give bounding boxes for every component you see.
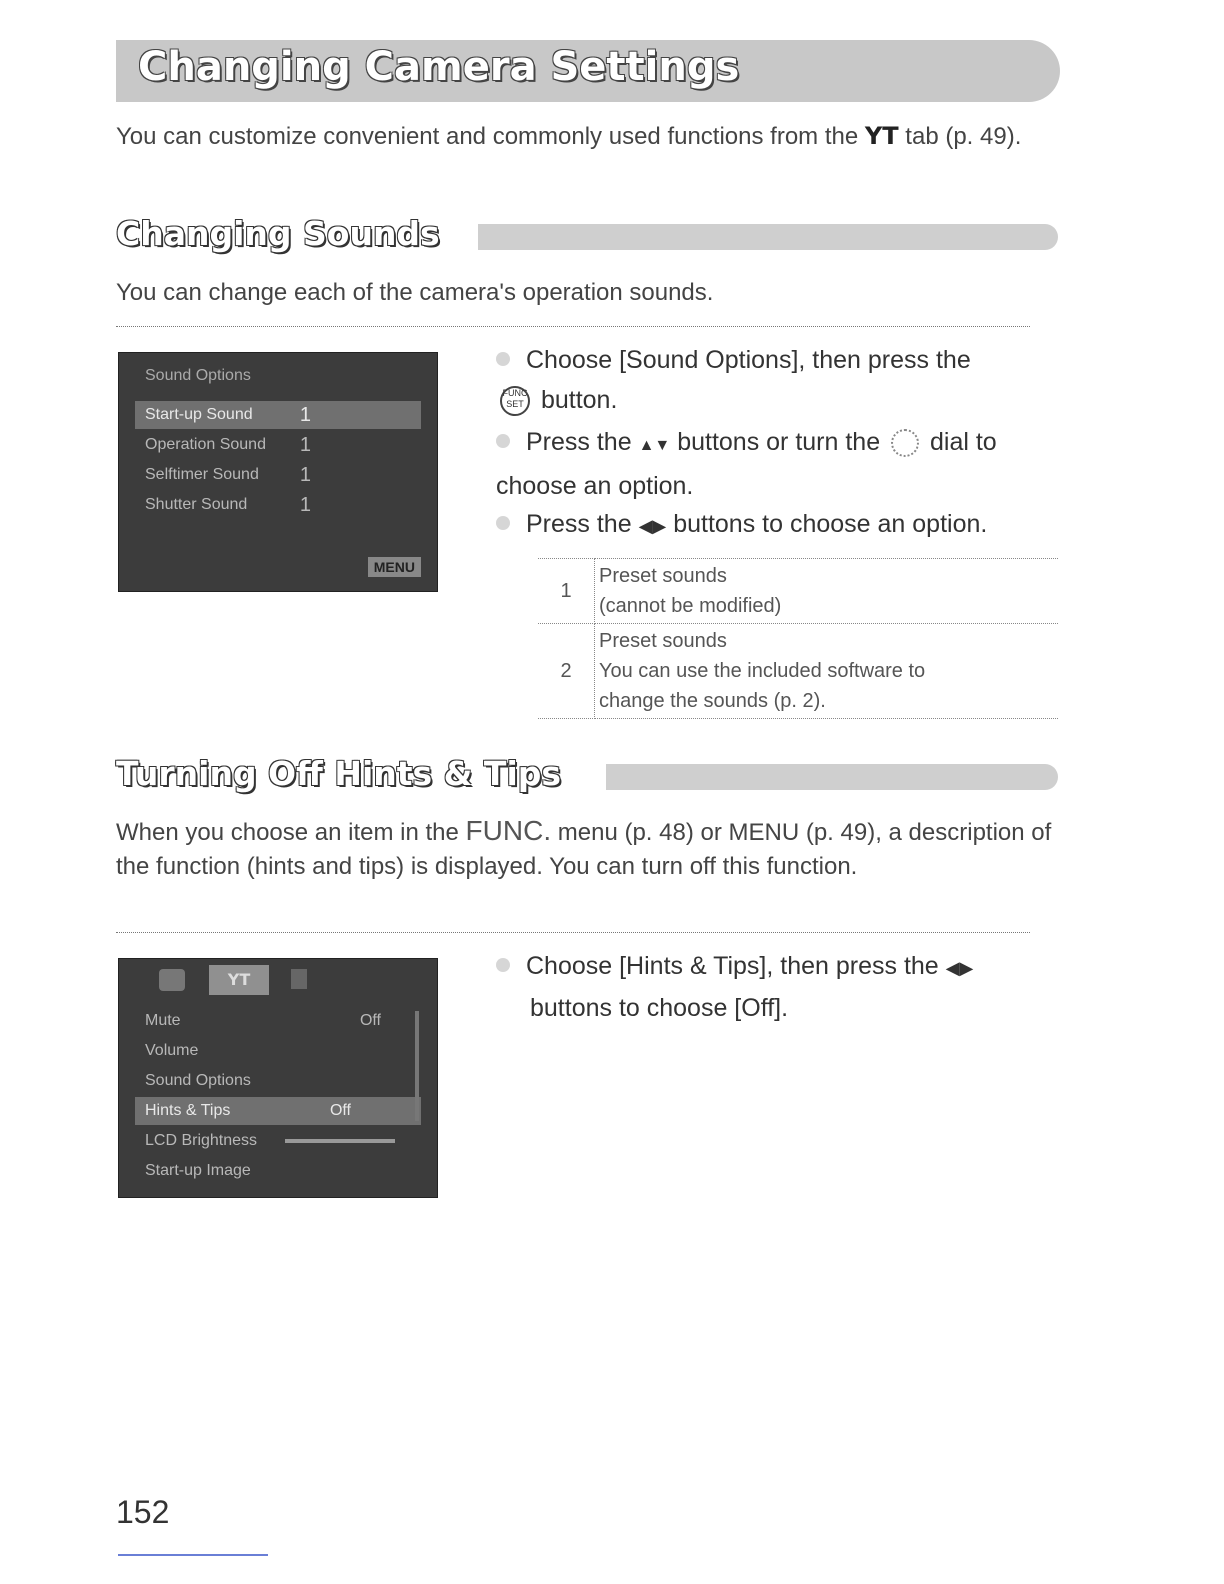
bullet-icon — [496, 352, 510, 366]
page-rule — [118, 1554, 268, 1556]
screen-menu-row: Mute Off — [145, 1012, 381, 1029]
screen-menu-row: Start-up Image — [145, 1162, 251, 1179]
sounds-step-2: Press the ▲▼ buttons or turn the dial to choose an option. — [496, 428, 997, 500]
sound-options-table — [538, 558, 1058, 719]
section-heading-hints: Turning Off Hints & Tips — [116, 754, 562, 793]
page-number: 152 — [116, 1494, 170, 1530]
hints-step: Choose [Hints & Tips], then press the ◀▶ buttons to choose [Off]. — [496, 946, 1066, 1028]
screen-menu-row: Shutter Sound 1 — [145, 494, 311, 516]
divider — [116, 932, 1030, 933]
screen-menu-row: Selftimer Sound 1 — [145, 464, 311, 486]
wrench-tab-icon: YT — [864, 122, 899, 150]
control-dial-icon — [891, 429, 919, 457]
screen-title: Sound Options — [145, 367, 251, 384]
bullet-icon — [496, 516, 510, 530]
func-label: FUNC. — [465, 815, 552, 846]
table-row — [538, 624, 1058, 719]
page-title: Changing Camera Settings — [138, 44, 740, 90]
option-number: 2 — [538, 624, 595, 719]
section-heading-sounds: Changing Sounds — [116, 214, 440, 253]
sounds-description: You can change each of the camera's operation sounds. — [116, 279, 714, 306]
section-bar-hints — [606, 764, 1058, 790]
intro-text-before: You can customize convenient and commonly used functions from the — [116, 123, 859, 150]
option-description: Preset sounds You can use the included software to change the sounds (p. 2). — [595, 624, 1059, 719]
divider — [116, 326, 1030, 327]
intro-paragraph — [116, 120, 1076, 153]
option-number: 1 — [538, 559, 595, 624]
screen-scrollbar — [415, 1011, 419, 1121]
left-right-arrows-icon: ◀▶ — [638, 516, 667, 536]
screen-menu-row: LCD Brightness — [135, 1127, 421, 1155]
up-down-arrows-icon: ▲▼ — [638, 437, 671, 454]
sounds-step-1: Choose [Sound Options], then press the FUNC SET button. — [496, 340, 1066, 420]
screen-menu-row: Operation Sound 1 — [145, 434, 311, 456]
bullet-icon — [496, 958, 510, 972]
bullet-icon — [496, 434, 510, 448]
func-set-button-icon: FUNC SET — [500, 386, 530, 416]
option-description: Preset sounds (cannot be modified) — [595, 559, 1059, 624]
screen-menu-row: Sound Options — [145, 1072, 251, 1089]
section-bar-sounds — [478, 224, 1058, 250]
sound-options-screen — [118, 352, 438, 592]
screen-menu-row: Start-up Sound 1 — [135, 401, 421, 429]
my-menu-tab-icon — [291, 969, 307, 989]
hints-description: When you choose an item in the FUNC. menu (p. 48) or MENU (p. 49), a description of the function (hints and tips) is displayed. You can turn off this function. — [116, 815, 1052, 880]
left-right-arrows-icon: ◀▶ — [945, 958, 974, 978]
table-row — [538, 559, 1058, 624]
screen-menu-row: Hints & Tips Off — [135, 1097, 421, 1125]
hints-settings-screen — [118, 958, 438, 1198]
wrench-tab-icon: YT — [209, 965, 269, 995]
camera-tab-icon — [159, 969, 185, 991]
brightness-slider-bar — [285, 1139, 395, 1143]
screen-menu-row: Volume — [145, 1042, 199, 1059]
sounds-step-3: Press the ◀▶ buttons to choose an option. — [496, 504, 1066, 546]
menu-back-label: MENU — [368, 557, 421, 577]
intro-text-after: tab (p. 49). — [905, 123, 1022, 150]
